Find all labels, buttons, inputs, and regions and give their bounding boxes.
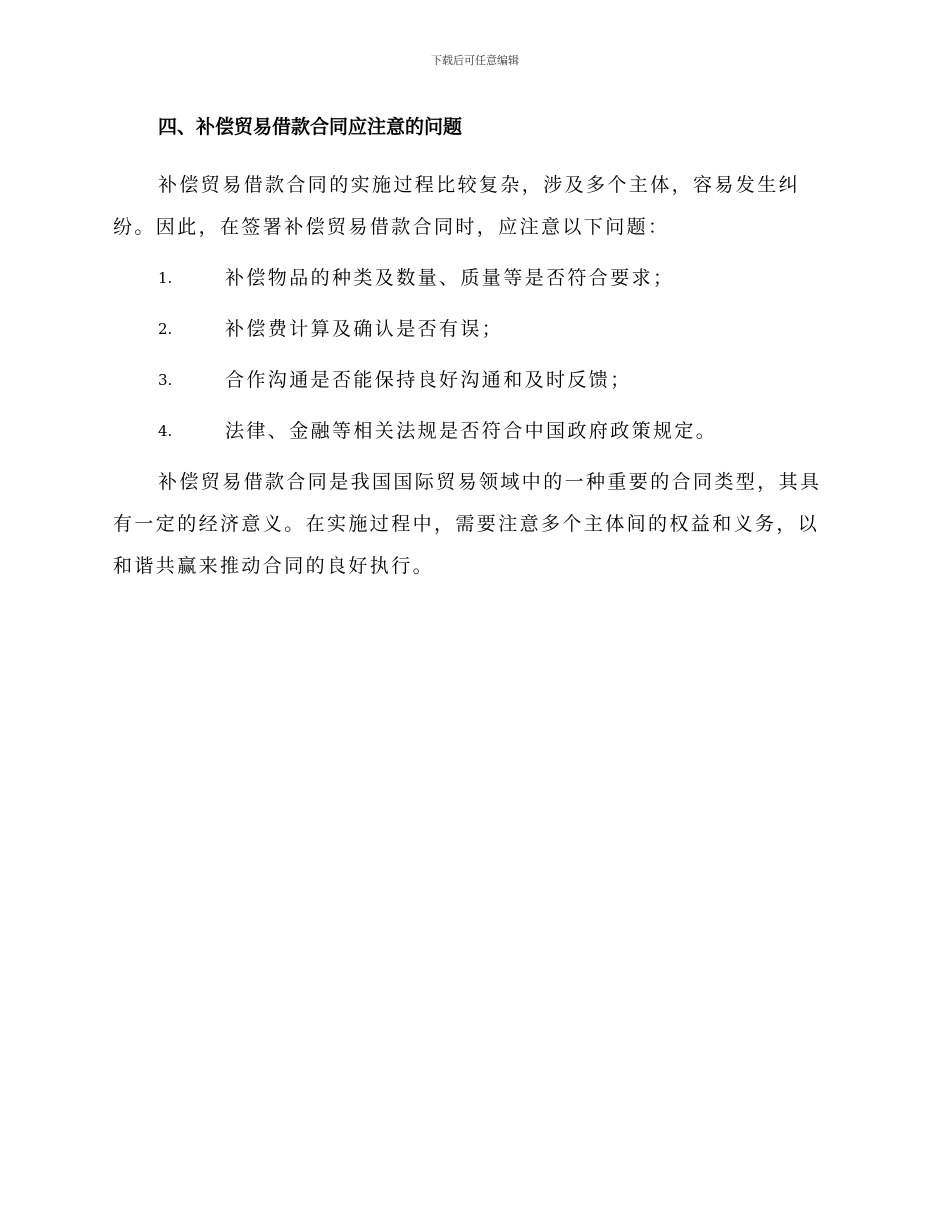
list-item-number: 3. [158,371,173,389]
section-heading: 四、补偿贸易借款合同应注意的问题 [158,116,463,138]
list-item [113,257,833,308]
conclusion-paragraph: 补偿贸易借款合同是我国国际贸易领域中的一种重要的合同类型，其具有一定的经济意义。在实施过程中，需要注意多个主体间的权益和义务，以和谐共赢来推动合同的良好执行。 [113,471,822,577]
intro-paragraph: 补偿贸易借款合同的实施过程比较复杂，涉及多个主体，容易发生纠纷。因此，在签署补偿贸易借款合同时，应注意以下问题： [113,174,801,238]
list-item-text: 补偿物品的种类及数量、质量等是否符合要求； [225,267,675,289]
list-item-text: 补偿费计算及确认是否有误； [225,318,504,340]
list-item-number: 4. [158,422,173,440]
header-note: 下载后可任意编辑 [431,54,519,67]
list-item-text: 合作沟通是否能保持良好沟通和及时反馈； [225,369,632,391]
document-body [113,112,833,587]
list-item-number: 2. [158,320,173,338]
list-item [113,308,833,359]
list-item-text: 法律、金融等相关法规是否符合中国政府政策规定。 [225,420,718,442]
list-item-number: 1. [158,269,173,287]
issue-list [113,257,833,461]
list-item [113,359,833,410]
list-item [113,410,833,461]
